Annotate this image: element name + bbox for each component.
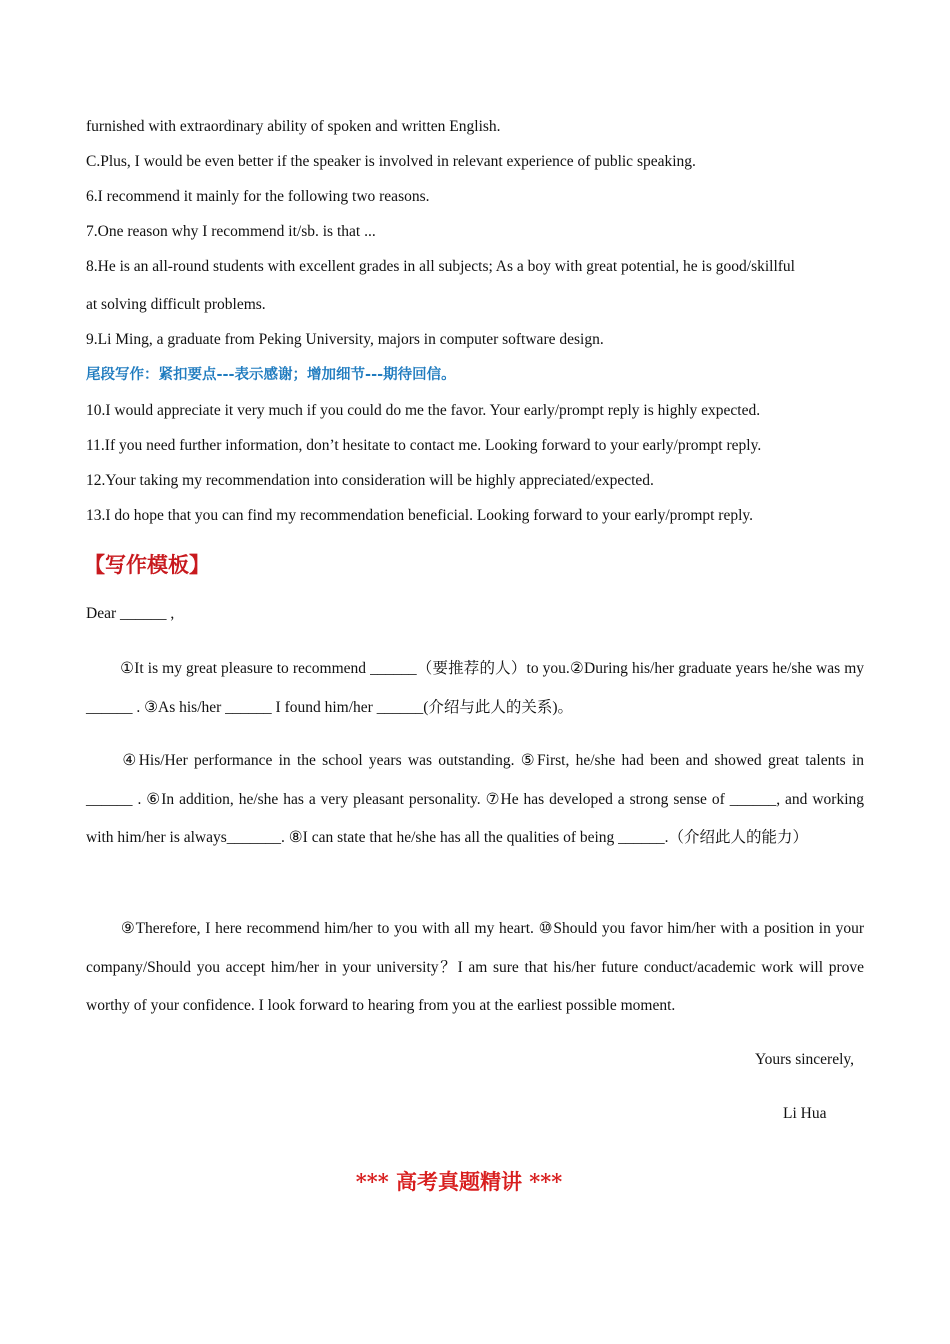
phrase-line: 6.I recommend it mainly for the following two reasons. — [86, 188, 430, 205]
letter-paragraph-3-text: ⑨Therefore, I here recommend him/her to you with all my heart. ⑩Should you favor him/her with a position in your company/Should you accept him/her in your university？I am sure that his/her future conduct/academic work will prove worthy of your confidence. I look forward to hearing from you at the earliest possible moment. — [86, 920, 864, 1014]
letter-closing: Yours sincerely, — [755, 1051, 855, 1068]
phrase-line: 8.He is an all-round students with excellent grades in all subjects; As a boy with great potential, he is good/skillful — [86, 258, 795, 275]
phrase-line: 9.Li Ming, a graduate from Peking University, majors in computer software design. — [86, 331, 604, 348]
letter-paragraph-1 — [86, 650, 864, 727]
letter-paragraph-1-text: ①It is my great pleasure to recommend ______（要推荐的人）to you.②During his/her graduate years he/she was my ______ . ③As his/her ______ I found him/her ______(介绍与此人的关系)。 — [86, 660, 864, 716]
ending-phrase-line: 11.If you need further information, don’t hesitate to contact me. Looking forward to your early/prompt reply. — [86, 437, 762, 454]
ending-phrase-line: 10.I would appreciate it very much if you could do me the favor. Your early/prompt reply is highly expected. — [86, 402, 761, 419]
phrase-line: furnished with extraordinary ability of spoken and written English. — [86, 118, 501, 135]
letter-paragraph-2 — [86, 742, 864, 858]
letter-salutation: Dear ______ , — [86, 605, 175, 622]
phrase-line: 7.One reason why I recommend it/sb. is that ... — [86, 223, 376, 240]
ending-phrase-line: 13.I do hope that you can find my recommendation beneficial. Looking forward to your early/prompt reply. — [86, 507, 754, 524]
letter-paragraph-2-text: ④His/Her performance in the school years was outstanding. ⑤First, he/she had been and showed great talents in ______ . ⑥In addition, he/she has a very pleasant personality. ⑦He has developed a strong sense of ______, and working with him/her is always_______. ⑧I can state that he/she has all the qualities of being ______.（介绍此人的能力） — [86, 752, 864, 846]
letter-signature: Li Hua — [783, 1105, 827, 1122]
template-heading: 【写作模板】 — [84, 553, 210, 577]
phrase-line: at solving difficult problems. — [86, 296, 266, 313]
footer-section-title: *** 高考真题精讲 *** — [355, 1169, 563, 1194]
phrase-line: C.Plus, I would be even better if the speaker is involved in relevant experience of public speaking. — [86, 153, 696, 170]
ending-phrase-line: 12.Your taking my recommendation into consideration will be highly appreciated/expected. — [86, 472, 654, 489]
ending-section-heading: 尾段写作：紧扣要点---表示感谢；增加细节---期待回信。 — [86, 367, 456, 383]
letter-paragraph-3 — [86, 910, 864, 1026]
